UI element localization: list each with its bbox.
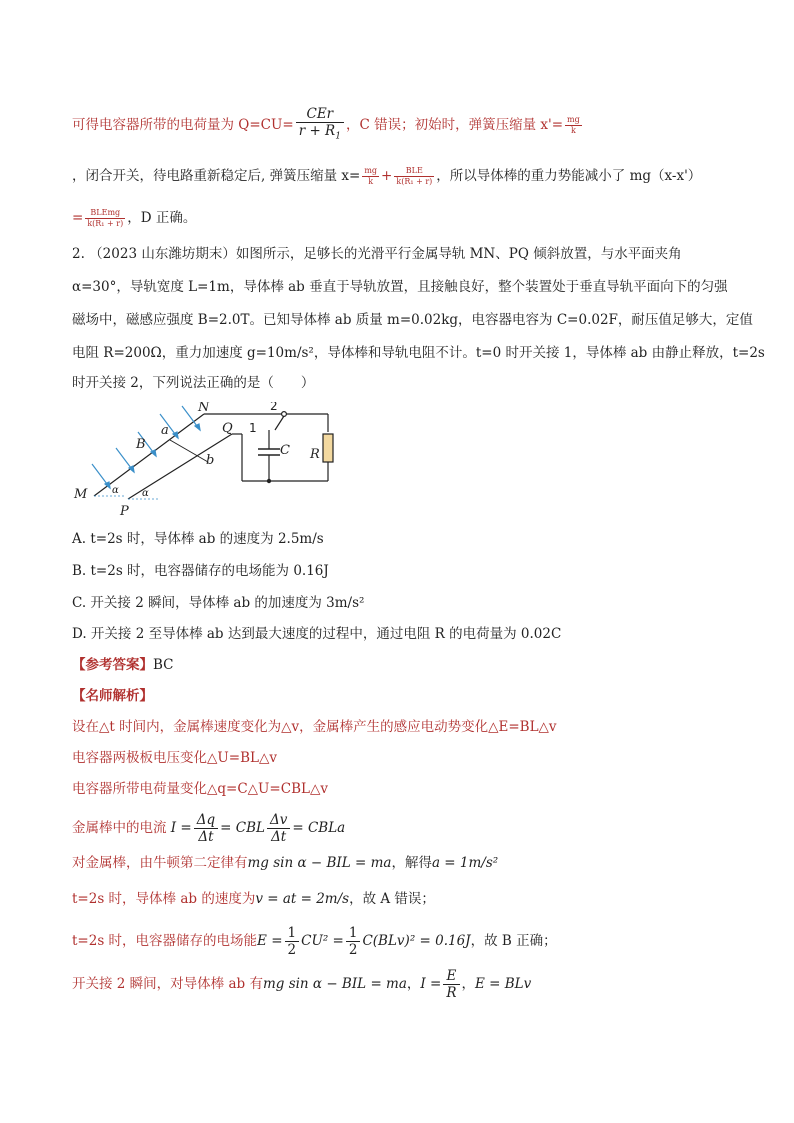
- frac-den: Δt: [198, 829, 214, 845]
- circuit-diagram: [72, 402, 352, 517]
- switch-terminal-2: [282, 412, 287, 417]
- frac-den: k: [570, 125, 576, 135]
- a8-i: I =: [420, 976, 442, 992]
- analysis-line-7: [72, 925, 557, 958]
- analysis-line-8: [72, 968, 531, 1001]
- a7-pre: t=2s 时，电容器储存的电场能: [72, 933, 258, 949]
- analysis-line-5: [72, 853, 498, 873]
- a8-comma: ，: [406, 976, 421, 992]
- analysis-line-4: [72, 812, 345, 845]
- question-line-4: 电阻 R=200Ω，重力加速度 g=10m/s²，导体棒和导轨电阻不计。t=0 时开关接 1，导体棒 ab 由静止释放，t=2s: [72, 345, 765, 361]
- a4-frac-1: [194, 812, 218, 845]
- question-line-2: α=30°，导轨宽度 L=1m，导体棒 ab 垂直于导轨放置，且接触良好，整个装置处于垂直导轨平面向下的匀强: [72, 279, 728, 295]
- a7-frac-1: [285, 925, 300, 958]
- prev-text-2b: ，所以导体棒的重力势能减小了 mg（x-x'）: [436, 168, 702, 184]
- frac-den: k: [368, 177, 374, 186]
- label-m: M: [74, 487, 88, 502]
- analysis-line-6: [72, 889, 435, 909]
- a8-e: E = BLv: [475, 976, 532, 992]
- label-r: R: [310, 447, 320, 462]
- option-c: C. 开关接 2 瞬间，导体棒 ab 的加速度为 3m/s²: [72, 595, 365, 611]
- conductor-ab: [170, 440, 208, 462]
- a7-frac-2: [346, 925, 361, 958]
- frac-den: R: [446, 985, 457, 1001]
- frac-num: Δq: [194, 812, 218, 829]
- a4-i: I =: [170, 820, 192, 836]
- prev-text-2a: ，闭合开关，待电路重新稳定后, 弹簧压缩量 x=: [72, 168, 361, 184]
- a7-mid: CU² =: [301, 933, 344, 949]
- a8-frac: [443, 968, 459, 1001]
- label-q: Q: [222, 421, 233, 436]
- prev-text-1a: 可得电容器所带的电荷量为 Q=CU=: [72, 116, 294, 133]
- option-b: B. t=2s 时，电容器储存的电场能为 0.16J: [72, 563, 329, 579]
- a4-frac-2: [267, 812, 290, 845]
- analysis-header: [72, 686, 153, 706]
- prev-line-3: [72, 208, 196, 229]
- frac-den-text: r + R: [298, 123, 336, 139]
- a6-equation: v = at = 2m/s: [255, 891, 350, 907]
- frac-den: 2: [287, 942, 297, 958]
- label-switch-1: 1: [249, 421, 257, 435]
- option-a: A. t=2s 时，导体棒 ab 的速度为 2.5m/s: [72, 531, 324, 547]
- frac-num: BLEmg: [85, 208, 125, 219]
- label-alpha-1: α: [112, 485, 119, 496]
- label-b-field: B: [136, 437, 146, 452]
- label-switch-2: 2: [270, 402, 278, 413]
- a5-pre: 对金属棒，由牛顿第二定律有: [72, 855, 248, 871]
- frac-num: 1: [346, 925, 361, 942]
- equals-sign: =: [72, 210, 84, 226]
- prev-text-1b: ，C 错误；初始时，弹簧压缩量 x'=: [345, 116, 564, 133]
- junction-dot: [267, 479, 271, 483]
- frac-num: mg: [567, 114, 580, 124]
- frac-den: [296, 123, 344, 145]
- a8-equation: mg sin α − BIL = ma: [262, 976, 407, 992]
- frac-den-sub: 1: [335, 131, 341, 142]
- prev-line-2: [72, 166, 701, 187]
- prev-line-1: [72, 106, 584, 145]
- a5-equation: mg sin α − BIL = ma: [247, 855, 392, 871]
- prev-text-3b: ，D 正确。: [127, 210, 197, 226]
- frac-num: mg: [364, 166, 378, 175]
- a6-end: ，故 A 错误；: [349, 891, 435, 907]
- a5-mid: ，解得: [391, 855, 432, 871]
- label-c: C: [280, 443, 290, 458]
- label-a: a: [161, 423, 169, 438]
- frac-den: 2: [348, 942, 358, 958]
- frac-num: E: [443, 968, 459, 985]
- prev-fraction-2a: [362, 166, 379, 187]
- frac-den: k(R₁ + r): [87, 219, 124, 228]
- frac-den: Δt: [271, 829, 287, 845]
- a7-e: E =: [257, 933, 283, 949]
- answer-value: BC: [153, 657, 174, 673]
- switch-blade: [275, 416, 284, 430]
- a8-pre: 开关接 2 瞬间，对导体棒 ab 有: [72, 976, 263, 992]
- a4-pre: 金属棒中的电流: [72, 820, 167, 836]
- a7-end: ，故 B 正确；: [470, 933, 557, 949]
- a5-result: a = 1m/s²: [431, 855, 499, 871]
- prev-fraction-1: [296, 106, 344, 145]
- label-alpha-2: α: [142, 488, 149, 499]
- question-line-1: 2. （2023 山东潍坊期末）如图所示，足够长的光滑平行金属导轨 MN、PQ 倾斜放置，与水平面夹角: [72, 246, 682, 262]
- analysis-label: 【名师解析】: [72, 688, 153, 704]
- label-n: N: [198, 402, 210, 415]
- a4-mid: = CBL: [220, 820, 265, 836]
- rail-mn: [94, 414, 204, 496]
- label-p: P: [120, 504, 129, 517]
- frac-num: 1: [285, 925, 300, 942]
- a6-pre: t=2s 时，导体棒 ab 的速度为: [72, 891, 256, 907]
- answer-line: [72, 655, 174, 675]
- prev-fraction-3: [85, 208, 125, 229]
- question-line-3: 磁场中，磁感应强度 B=2.0T。已知导体棒 ab 质量 m=0.02kg，电容器电容为 C=0.02F，耐压值足够大，定值: [72, 312, 753, 328]
- frac-den: k(R₁ + r): [396, 177, 433, 186]
- analysis-line-1: 设在△t 时间内，金属棒速度变化为△v，金属棒产生的感应电动势变化△E=BL△v: [72, 719, 557, 735]
- frac-num: CEr: [296, 106, 344, 123]
- frac-num: Δv: [267, 812, 290, 829]
- resistor: [323, 434, 333, 462]
- a8-comma-2: ，: [461, 976, 476, 992]
- a4-end: = CBLa: [292, 820, 346, 836]
- a7-mid2: C(BLv)² = 0.16J: [362, 933, 471, 949]
- answer-label: 【参考答案】: [72, 657, 153, 673]
- analysis-line-3: 电容器所带电荷量变化△q=C△U=CBL△v: [72, 781, 328, 797]
- option-d: D. 开关接 2 至导体棒 ab 达到最大速度的过程中，通过电阻 R 的电荷量为 0.02C: [72, 626, 562, 642]
- label-b: b: [206, 453, 215, 468]
- prev-fraction-1b: [565, 115, 582, 136]
- plus-sign: +: [381, 168, 393, 184]
- prev-fraction-2b: [394, 166, 434, 187]
- frac-num: BLE: [394, 166, 434, 177]
- question-line-5: 时开关接 2，下列说法正确的是（ ）: [72, 375, 315, 391]
- analysis-line-2: 电容器两极板电压变化△U=BL△v: [72, 750, 277, 766]
